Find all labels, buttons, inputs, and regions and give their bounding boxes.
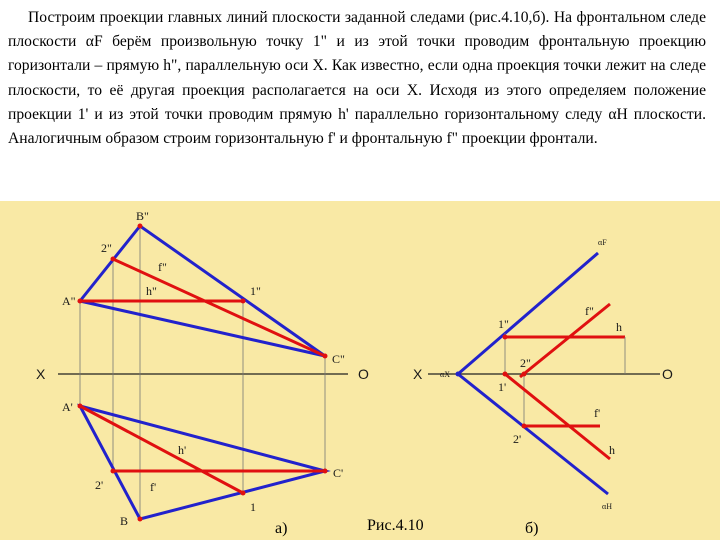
label-axis-o-left: O: [358, 366, 369, 382]
point-a1: [78, 404, 83, 409]
point-alpha-x: [456, 372, 461, 377]
label-alpha-h: αH: [602, 502, 612, 511]
point-1-1-right: [503, 372, 508, 377]
label-a2: A": [62, 294, 76, 308]
label-1-1: 1: [250, 500, 256, 514]
label-f2-right: f": [585, 304, 594, 318]
point-1-2: [241, 299, 246, 304]
point-2-2: [111, 257, 116, 262]
point-b2: [138, 224, 143, 229]
label-c2: C": [332, 352, 345, 366]
figure-panel: [0, 201, 720, 540]
label-axis-o-right: O: [662, 366, 673, 382]
label-2-1: 2': [95, 478, 104, 492]
label-1-2: 1": [250, 284, 261, 298]
caption-a: а): [275, 520, 288, 537]
label-f1: f': [150, 480, 157, 494]
label-b1: B: [120, 514, 129, 528]
label-f1-right: f': [594, 406, 601, 420]
red-f2-right: [520, 304, 610, 377]
body-paragraph: Построим проекции главных линий плоскости заданной следами (рис.4.10,б). На фронтальном следе плоскости αF берём произвольную точку 1" и из этой точки проводим фронтальную проекцию горизонтали – прямую h", параллельную оси X. Как известно, если одна проекция точки лежит на следе плоскости, то её другая проекция располагается на оси X. Исходя из этого определяем положение проекции 1' и из этой точки проводим прямую h' параллельно горизонтальному следу αH плоскости. Аналогичным образом строим горизонтальную f' и фронтальную f" проекции фронтали.: [8, 9, 706, 148]
caption-figure: Рис.4.10: [367, 517, 424, 534]
label-1-2-right: 1": [498, 317, 509, 331]
point-b1: [138, 517, 143, 522]
label-h2: h": [146, 284, 157, 298]
point-1-1: [241, 491, 246, 496]
label-2-1-right: 2': [513, 432, 522, 446]
label-b2: B": [136, 209, 149, 223]
label-2-2: 2": [101, 241, 112, 255]
caption-b: б): [525, 520, 539, 537]
label-1-1-right: 1': [498, 380, 507, 394]
figure-svg: [0, 201, 720, 540]
point-c2: [323, 354, 328, 359]
label-alpha-f: αF: [598, 238, 607, 247]
label-f2: f": [158, 260, 167, 274]
label-h-top-right: h: [616, 320, 622, 334]
label-h-bottom-right: h: [609, 443, 615, 457]
triangle-horizontal: [80, 406, 325, 519]
label-axis-x-right: X: [413, 366, 423, 382]
point-a2: [78, 299, 83, 304]
label-h1: h': [178, 443, 187, 457]
point-2-1-right: [522, 424, 527, 429]
label-c1: C': [333, 466, 344, 480]
label-axis-x-left: X: [36, 366, 46, 382]
trace-alpha-h: [458, 374, 608, 494]
point-1-2-right: [503, 335, 508, 340]
label-alpha-x: αX: [440, 370, 450, 379]
point-2-1: [111, 469, 116, 474]
label-a1: A': [62, 400, 73, 414]
point-c1: [323, 469, 328, 474]
red-f2-line: [113, 259, 325, 356]
triangle-frontal: [80, 226, 325, 356]
label-2-2-right: 2": [520, 356, 531, 370]
point-2-2-right: [522, 372, 527, 377]
text-block: [8, 6, 706, 151]
